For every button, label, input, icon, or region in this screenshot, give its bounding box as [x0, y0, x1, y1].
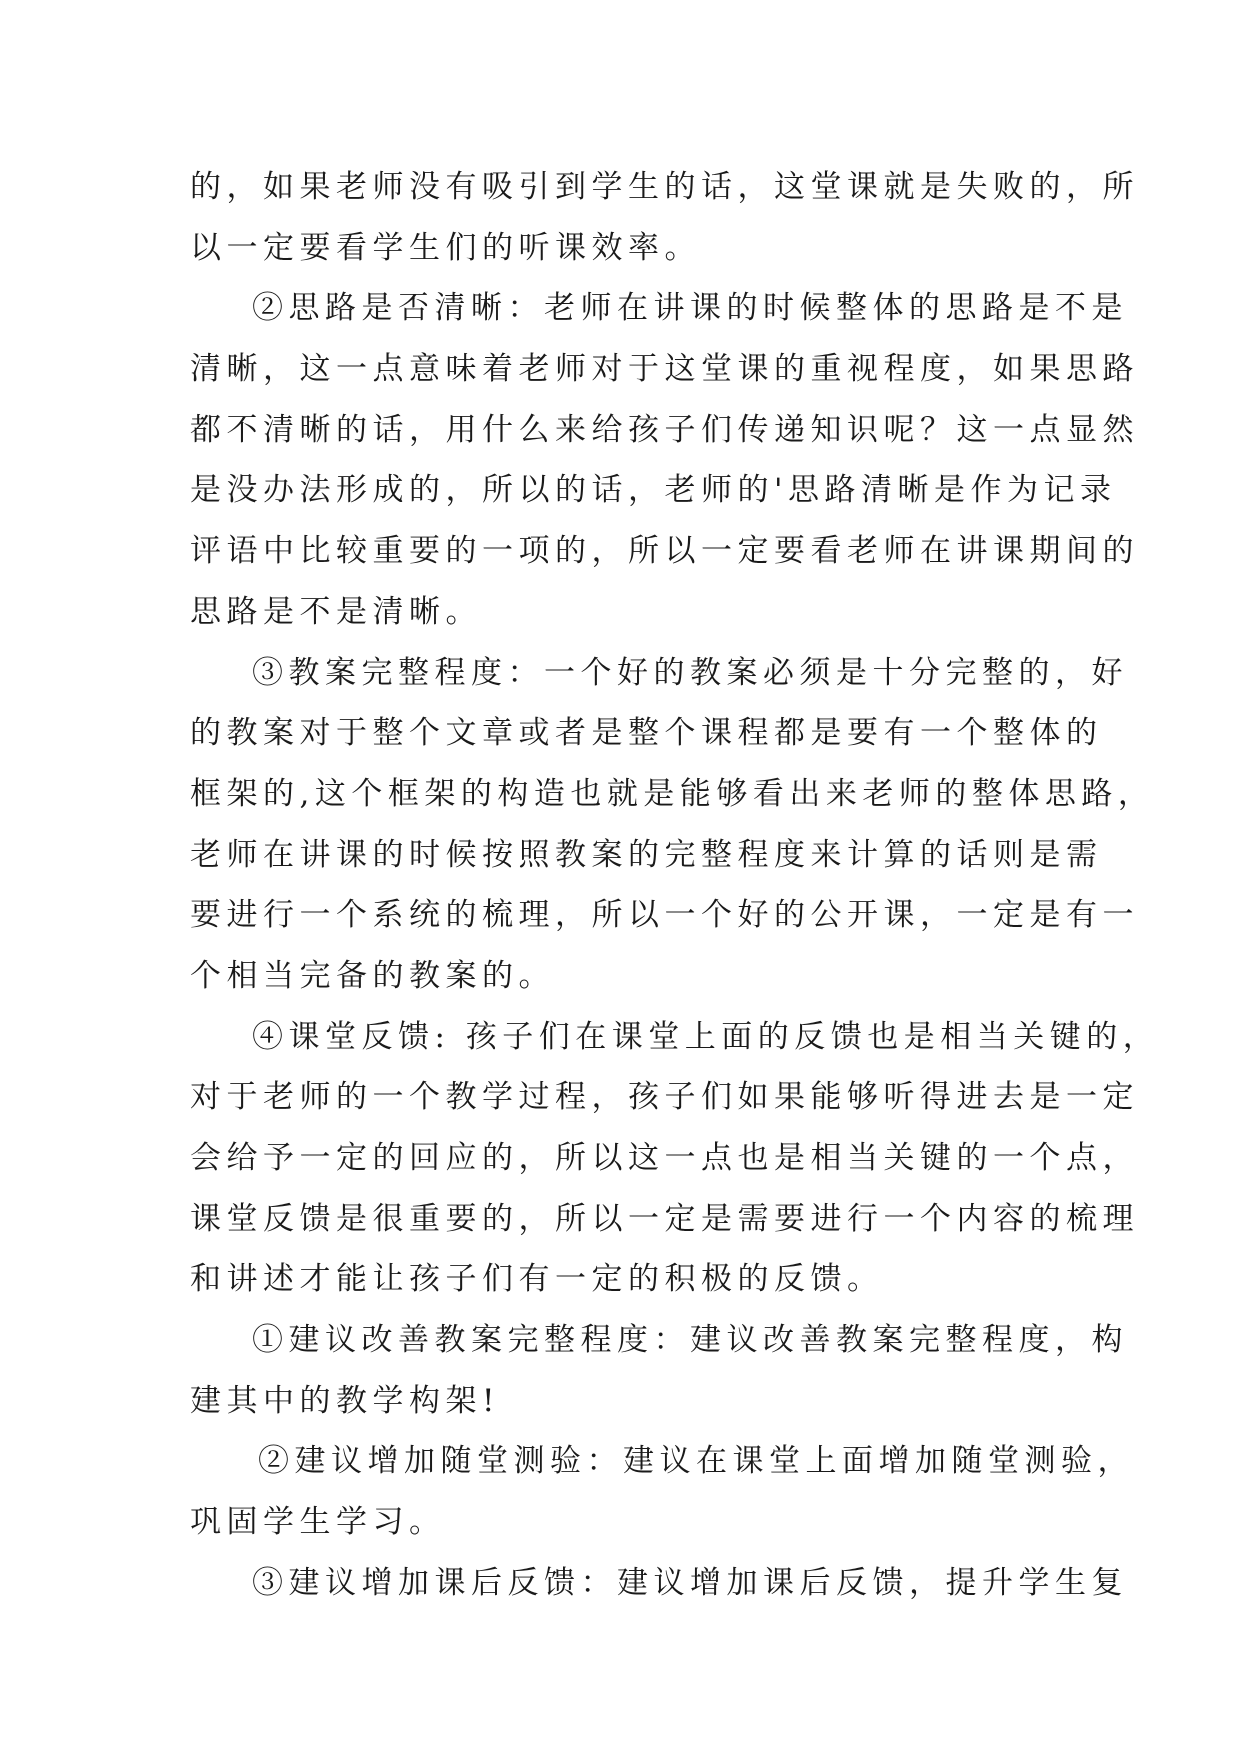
- text-line: 建其中的教学构架!: [190, 1382, 500, 1419]
- text-line: 对于老师的一个教学过程，孩子们如果能够听得进去是一定: [190, 1079, 1139, 1116]
- text-line: 的教案对于整个文章或者是整个课程都是要有一个整体的: [190, 715, 1103, 752]
- text-line: 会给予一定的回应的，所以这一点也是相当关键的一个点，: [190, 1140, 1139, 1176]
- text-line: 课堂反馈是很重要的，所以一定是需要进行一个内容的梳理: [190, 1200, 1139, 1237]
- text-line: 是没办法形成的，所以的话，老师的'思路清晰是作为记录: [190, 472, 1117, 509]
- text-line: 巩固学生学习。: [190, 1504, 446, 1541]
- text-line: 和讲述才能让孩子们有一定的积极的反馈。: [190, 1261, 884, 1298]
- text-line: ②建议增加随堂测验：建议在课堂上面增加随堂测验，: [258, 1443, 1134, 1480]
- text-line: 要进行一个系统的梳理，所以一个好的公开课，一定是有一: [190, 897, 1139, 934]
- text-line: 的，如果老师没有吸引到学生的话，这堂课就是失败的，所: [190, 169, 1139, 205]
- text-line: 以一定要看学生们的听课效率。: [190, 229, 701, 266]
- text-line: 思路是不是清晰。: [190, 593, 482, 630]
- text-line: ②思路是否清晰：老师在讲课的时候整体的思路是不是: [252, 290, 1128, 327]
- document-body: [190, 157, 1160, 1614]
- text-line: 老师在讲课的时候按照教案的完整程度来计算的话则是需: [190, 836, 1103, 873]
- text-line: ③教案完整程度：一个好的教案必须是十分完整的，好: [252, 654, 1128, 691]
- text-line: ④课堂反馈: 孩子们在课堂上面的反馈也是相当关键的，: [252, 1018, 1160, 1055]
- text-line: 框架的,这个框架的构造也就是能够看出来老师的整体思路，: [190, 775, 1155, 812]
- text-line: ①建议改善教案完整程度：建议改善教案完整程度，构: [252, 1322, 1128, 1359]
- text-line: 评语中比较重要的一项的，所以一定要看老师在讲课期间的: [190, 533, 1139, 570]
- text-line: 清晰，这一点意味着老师对于这堂课的重视程度，如果思路: [190, 351, 1139, 388]
- text-line: 个相当完备的教案的。: [190, 957, 555, 994]
- text-line: ③建议增加课后反馈：建议增加课后反馈，提升学生复: [252, 1564, 1128, 1601]
- text-line: 都不清晰的话，用什么来给孩子们传递知识呢？这一点显然: [190, 411, 1139, 448]
